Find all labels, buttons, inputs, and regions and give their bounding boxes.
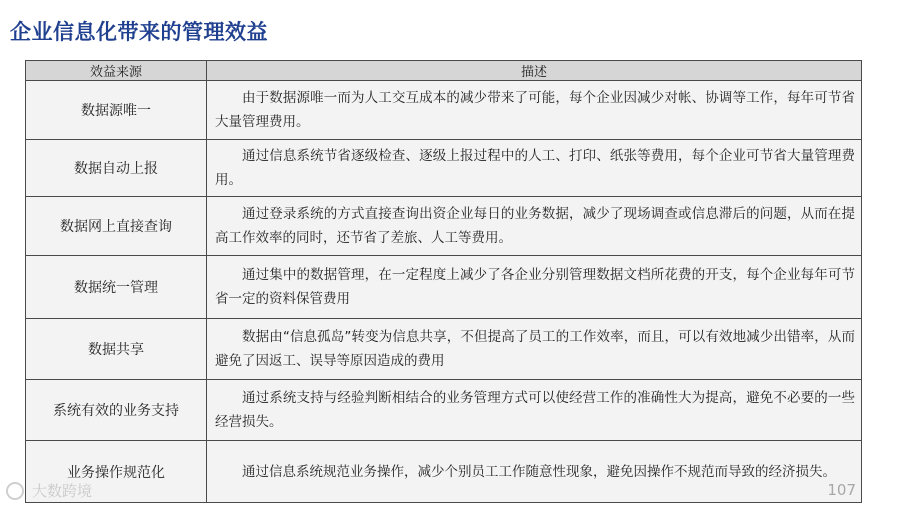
benefit-source-cell: 数据网上直接查询	[26, 197, 207, 256]
benefit-description-cell: 通过信息系统规范业务操作，减少个别员工工作随意性现象，避免因操作不规范而导致的经济损失。	[207, 441, 862, 503]
benefit-source-cell: 数据共享	[26, 319, 207, 380]
benefit-source-cell: 数据统一管理	[26, 256, 207, 319]
benefit-table	[25, 60, 862, 503]
watermark-text: 大数跨境	[32, 482, 93, 500]
watermark-logo-icon	[6, 482, 24, 500]
table-row	[26, 81, 862, 140]
benefit-source-cell: 数据源唯一	[26, 81, 207, 140]
table-row	[26, 441, 862, 503]
slide-title: 企业信息化带来的管理效益	[10, 20, 268, 44]
table-row	[26, 319, 862, 380]
benefit-description-cell: 通过系统支持与经验判断相结合的业务管理方式可以使经营工作的准确性大为提高，避免不必要的一些经营损失。	[207, 380, 862, 441]
benefit-source-cell: 业务操作规范化	[26, 441, 207, 503]
column-header-description: 描述	[207, 61, 862, 81]
table-row	[26, 140, 862, 197]
benefit-description-cell: 数据由“信息孤岛”转变为信息共享，不但提高了员工的工作效率，而且，可以有效地减少出错率，从而避免了因返工、误导等原因造成的费用	[207, 319, 862, 380]
benefit-description-cell: 通过集中的数据管理，在一定程度上减少了各企业分别管理数据文档所花费的开支，每个企业每年可节省一定的资料保管费用	[207, 256, 862, 319]
column-header-source: 效益来源	[26, 61, 207, 81]
table-row	[26, 380, 862, 441]
benefit-description-cell: 通过登录系统的方式直接查询出资企业每日的业务数据，减少了现场调查或信息滞后的问题，从而在提高工作效率的同时，还节省了差旅、人工等费用。	[207, 197, 862, 256]
benefit-source-cell: 系统有效的业务支持	[26, 380, 207, 441]
benefit-source-cell: 数据自动上报	[26, 140, 207, 197]
benefit-description-cell: 由于数据源唯一而为人工交互成本的减少带来了可能，每个企业因减少对帐、协调等工作，每年可节省大量管理费用。	[207, 81, 862, 140]
watermark	[6, 480, 92, 501]
table-row	[26, 256, 862, 319]
table-row	[26, 197, 862, 256]
benefit-description-cell: 通过信息系统节省逐级检查、逐级上报过程中的人工、打印、纸张等费用，每个企业可节省大量管理费用。	[207, 140, 862, 197]
page-number: 107	[827, 481, 856, 499]
table-header-row	[26, 61, 862, 81]
